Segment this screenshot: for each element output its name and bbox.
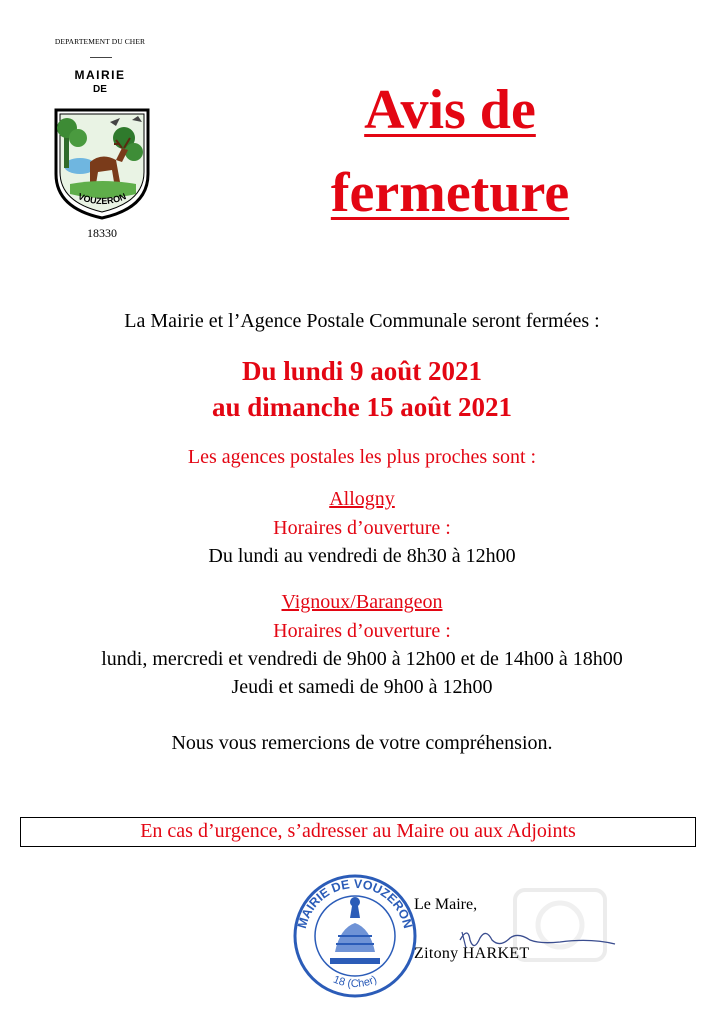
department-label: DEPARTEMENT DU CHER [54, 37, 146, 46]
closure-date-start: Du lundi 9 août 2021 [241, 356, 483, 386]
de-label: DE [93, 84, 107, 95]
coat-of-arms-logo [50, 104, 154, 222]
agency-hours-label: Horaires d’ouverture : [273, 620, 451, 642]
agency-hours-label: Horaires d’ouverture : [273, 517, 451, 539]
mayor-name: Zitony HARKET [414, 945, 530, 962]
crest-text: VOUZERON [76, 191, 128, 207]
agency-hours-line: Du lundi au vendredi de 8h30 à 12h00 [208, 545, 516, 567]
title-line-1: Avis de [364, 79, 536, 141]
title-line-2: fermeture [330, 162, 570, 224]
urgent-notice-box [20, 817, 696, 847]
mairie-label: MAIRIE [74, 68, 126, 82]
agency-name-allogny: Allogny [329, 488, 395, 510]
agency-hours-line: lundi, mercredi et vendredi de 9h00 à 12h00 et de 14h00 à 18h00 [101, 648, 623, 670]
agency-name-vignoux: Vignoux/Barangeon [281, 591, 443, 613]
divider [90, 57, 112, 58]
nearest-agencies-intro: Les agences postales les plus proches sont : [187, 446, 537, 468]
closure-date-end: au dimanche 15 août 2021 [211, 392, 513, 422]
closure-intro: La Mairie et l’Agence Postale Communale seront fermées : [124, 310, 600, 332]
agency-hours-line: Jeudi et samedi de 9h00 à 12h00 [231, 676, 493, 698]
stamp-text-bottom: 18 (Cher) [331, 973, 379, 991]
thanks-message: Nous vous remercions de votre compréhension. [171, 732, 553, 754]
stamp-text-top: MAIRIE DE VOUZERON [294, 876, 416, 930]
signature-role: Le Maire, [414, 896, 478, 913]
official-stamp [290, 868, 420, 1004]
urgent-notice-text: En cas d’urgence, s’adresser au Maire ou aux Adjoints [140, 820, 576, 842]
postcode: 18330 [87, 226, 117, 240]
